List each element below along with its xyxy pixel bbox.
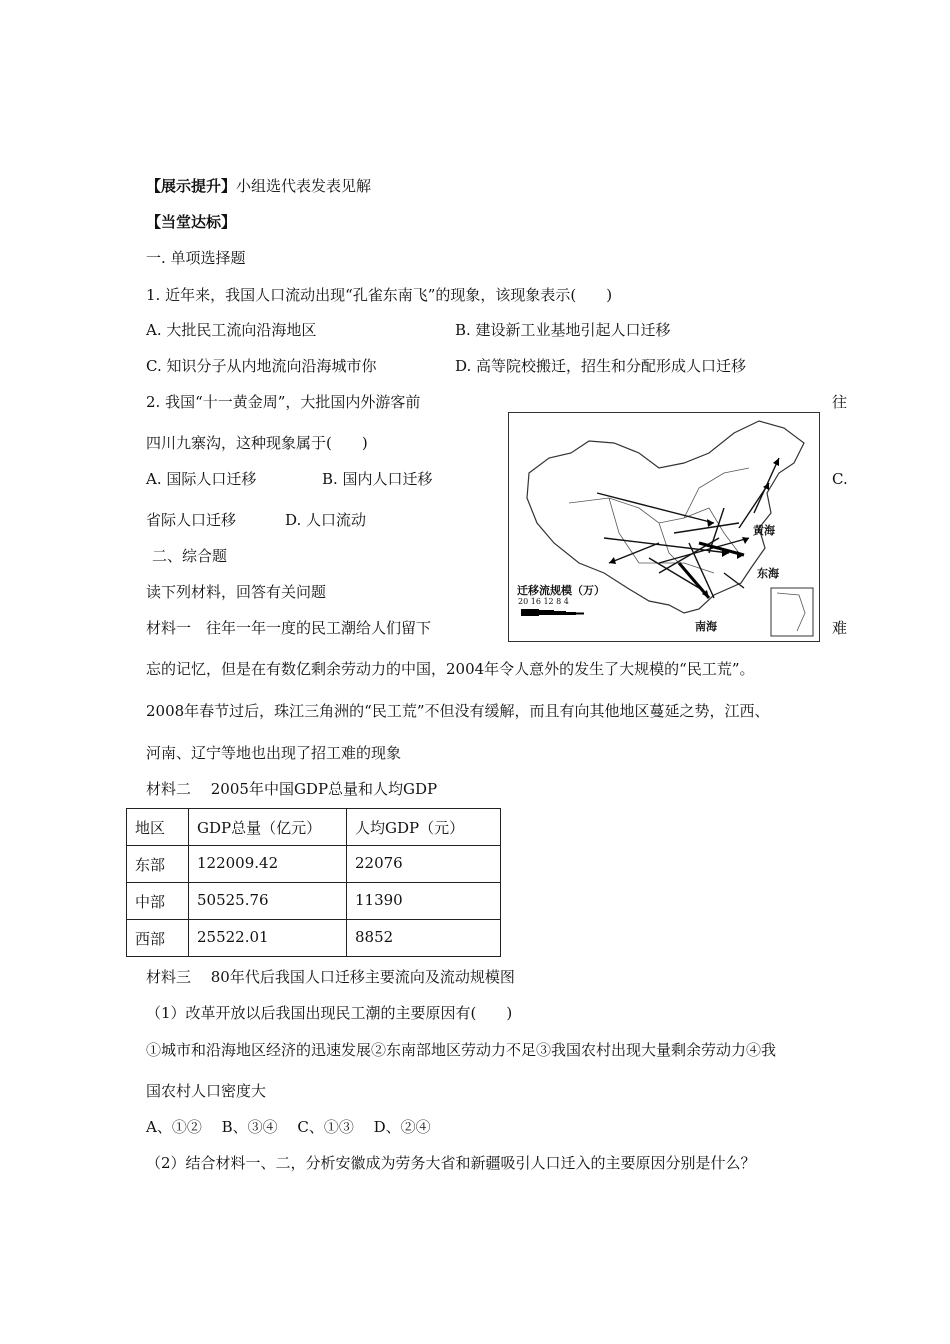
table-cell: 25522.01 <box>189 920 347 957</box>
question-1: 1. 近年来，我国人口流动出现“孔雀东南飞”的现象，该现象表示( ) <box>146 286 613 304</box>
material-1: 2008年春节过后，珠江三角洲的“民工荒”不但没有缓解，而且有向其他地区蔓延之势，江西、 <box>146 702 770 720</box>
option-text: B. 建设新工业基地引起人口迁移 <box>455 321 671 339</box>
table-cell: 50525.76 <box>189 883 347 920</box>
option-text: C. <box>832 470 848 488</box>
option-text: D. 人口流动 <box>285 511 367 529</box>
table-header-row <box>127 809 501 846</box>
legend-title: 迁移流规模（万） <box>517 584 605 597</box>
table-cell: 东部 <box>127 846 189 883</box>
question-2-cont: 四川九寨沟，这种现象属于( ) <box>146 434 368 452</box>
material-1: 材料一 往年一年一度的民工潮给人们留下 <box>146 619 432 637</box>
table-cell: 8852 <box>347 920 501 957</box>
option-text: C. 知识分子从内地流向沿海城市你 <box>146 357 377 375</box>
table-cell: 11390 <box>347 883 501 920</box>
section-title: 【当堂达标】 <box>146 213 237 231</box>
table-header: 人均GDP（元） <box>347 809 501 846</box>
option-text: A. 大批民工流向沿海地区 <box>146 321 317 339</box>
table-row <box>127 920 501 957</box>
table-header: GDP总量（亿元） <box>189 809 347 846</box>
option-text: 省际人口迁移 <box>146 511 237 529</box>
display-heading <box>146 176 371 196</box>
section-heading: 一. 单项选择题 <box>146 249 246 267</box>
question-2: 2. 我国“十一黄金周”，大批国内外游客前 <box>146 393 421 411</box>
table-cell: 22076 <box>347 846 501 883</box>
material-3-title: 材料三 80年代后我国人口迁移主要流向及流动规模图 <box>146 968 515 986</box>
table-cell: 122009.42 <box>189 846 347 883</box>
material-1: 河南、辽宁等地也出现了招工难的现象 <box>146 744 402 762</box>
material-2-title: 材料二 2005年中国GDP总量和人均GDP <box>146 780 438 798</box>
sea-label-nanhai: 南海 <box>695 620 717 633</box>
instruction: 读下列材料，回答有关问题 <box>146 583 327 601</box>
material-1: 忘的记忆，但是在有数亿剩余劳动力的中国，2004年令人意外的发生了大规模的“民工荒”。 <box>146 660 755 678</box>
sub-question-1-options: ①城市和沿海地区经济的迅速发展②东南部地区劳动力不足③我国农村出现大量剩余劳动力④我 <box>146 1041 777 1059</box>
table-header: 地区 <box>127 809 189 846</box>
sub-question-1: （1）改革开放以后我国出现民工潮的主要原因有( ) <box>146 1004 513 1022</box>
gdp-table <box>126 808 501 957</box>
section-text: 小组选代表发表见解 <box>236 177 372 195</box>
sub-question-1-options: 国农村人口密度大 <box>146 1082 267 1100</box>
table-row <box>127 846 501 883</box>
table-cell: 西部 <box>127 920 189 957</box>
table-cell: 中部 <box>127 883 189 920</box>
option-text: B. 国内人口迁移 <box>322 470 433 488</box>
legend-scale: 20 16 12 8 4 <box>518 597 569 606</box>
question-2-end: 往 <box>832 393 848 411</box>
migration-map <box>508 412 820 642</box>
table-row <box>127 883 501 920</box>
option-text: A. 国际人口迁移 <box>146 470 257 488</box>
sea-label-donghai: 东海 <box>757 567 779 580</box>
sub-question-1-choices: A、①② B、③④ C、①③ D、②④ <box>146 1118 431 1136</box>
sub-question-2: （2）结合材料一、二，分析安徽成为劳务大省和新疆吸引人口迁入的主要原因分别是什么？ <box>146 1154 756 1172</box>
section-title: 【展示提升】 <box>146 177 237 195</box>
sea-label-huanghai: 黄海 <box>753 524 775 537</box>
option-text: D. 高等院校搬迁，招生和分配形成人口迁移 <box>455 357 747 375</box>
section-heading: 二、综合题 <box>152 547 228 565</box>
material-1-end: 难 <box>832 619 848 637</box>
